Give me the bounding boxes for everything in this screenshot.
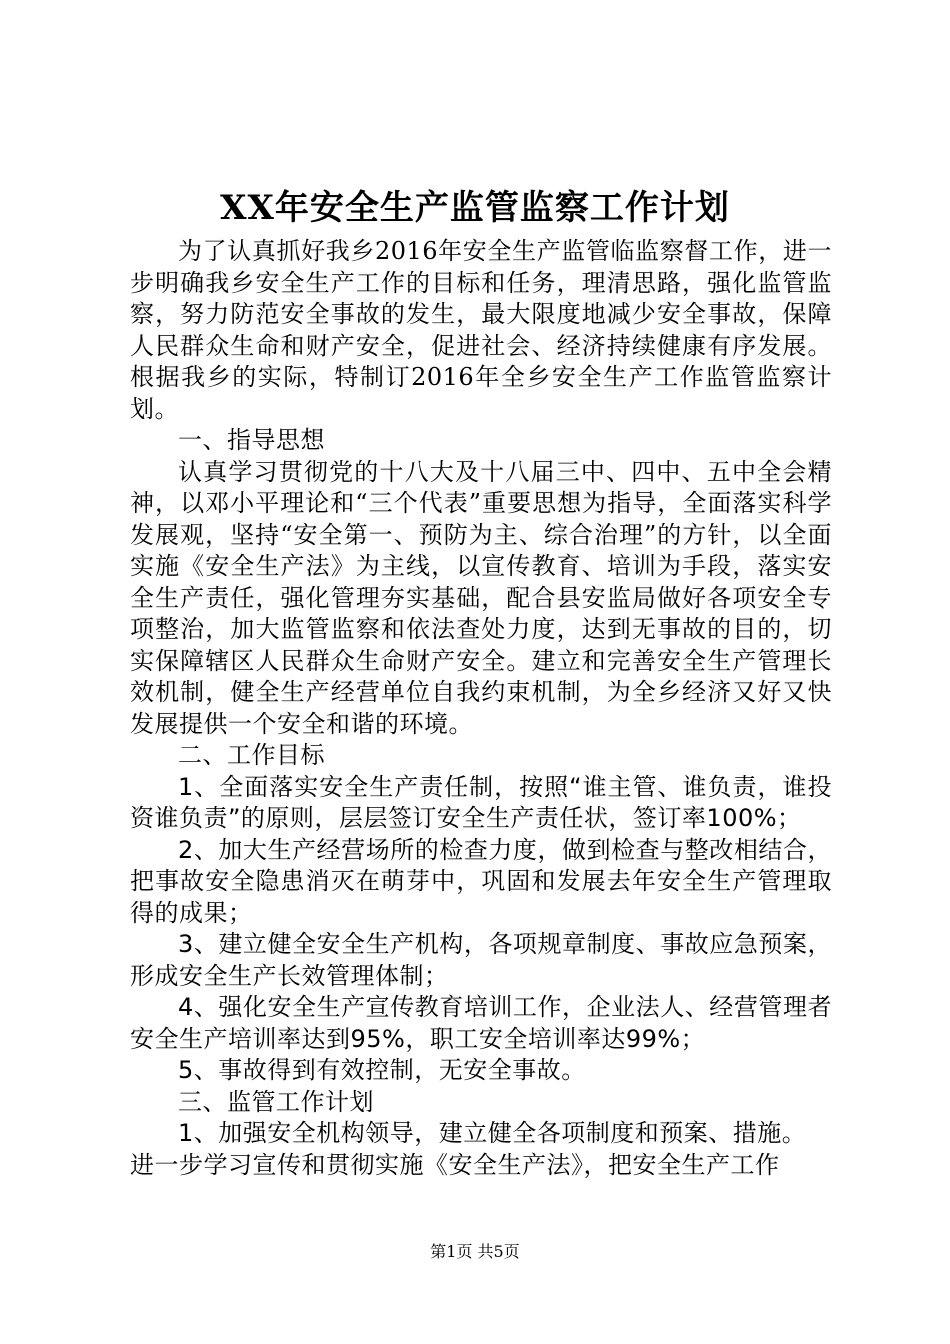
guiding-ideology-paragraph: 认真学习贯彻党的十八大及十八届三中、四中、五中全会精神，以邓小平理论和“三个代表”重要思想为指导，全面落实科学发展观，坚持“安全第一、预防为主、综合治理”的方针，以全面实施《安全生产法》为主线，以宣传教育、培训为手段，落实安全生产责任，强化管理夯实基础，配合县安监局做好各项安全专项整治，加大监管监察和依法查处力度，达到无事故的目的，切实保障辖区人民群众生命财产安全。建立和完善安全生产管理长效机制，健全生产经营单位自我约束机制，为全乡经济又好又快发展提供一个安全和谐的环境。 [130,457,832,738]
section-heading-work-goals: 二、工作目标 [178,741,325,769]
work-goal-item-3: 3、建立健全安全生产机构，各项规章制度、事故应急预案，形成安全生产长效管理体制； [130,930,832,990]
supervision-plan-item-1: 1、加强安全机构领导，建立健全各项制度和预案、措施。 [178,1119,807,1147]
continuation-line: 进一步学习宣传和贯彻实施《安全生产法》，把安全生产工作 [130,1150,780,1179]
document-title: XX年安全生产监管监察工作计划 [220,188,730,228]
work-goal-item-5: 5、事故得到有效控制，无安全事故。 [178,1056,586,1084]
section-heading-guiding-ideology: 一、指导思想 [178,426,325,454]
section-heading-supervision-plan: 三、监管工作计划 [178,1087,374,1116]
document-body [130,236,832,1181]
page-number-footer: 第1页 共5页 [430,1242,520,1261]
work-goal-item-1: 1、全面落实安全生产责任制，按照“谁主管、谁负责，谁投资谁负责”的原则，层层签订安全生产责任状，签订率100%； [130,772,832,832]
intro-paragraph: 为了认真抓好我乡2016年安全生产监管临监察督工作，进一步明确我乡安全生产工作的目标和任务，理清思路，强化监管监察，努力防范安全事故的发生，最大限度地减少安全事故，保障人民群众生命和财产安全，促进社会、经济持续健康有序发展。根据我乡的实际，特制订2016年全乡安全生产工作监管监察计划。 [130,237,832,423]
work-goal-item-4: 4、强化安全生产宣传教育培训工作，企业法人、经营管理者安全生产培训率达到95%，职工安全培训率达99%； [130,993,832,1053]
work-goal-item-2: 2、加大生产经营场所的检查力度，做到检查与整改相结合，把事故安全隐患消灭在萌芽中，巩固和发展去年安全生产管理取得的成果； [130,835,832,927]
